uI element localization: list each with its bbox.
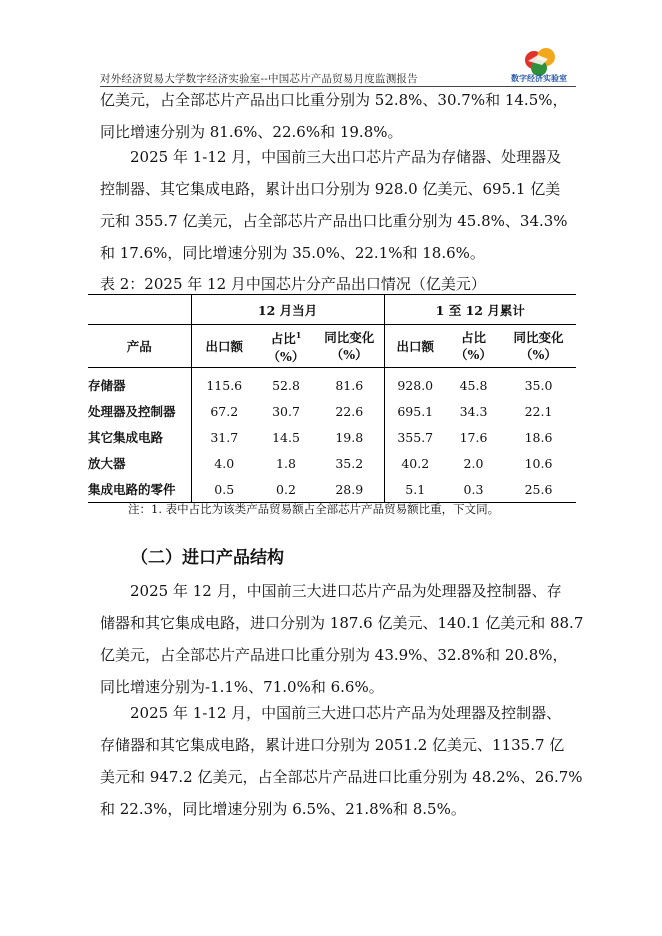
cell-value: 30.7 (272, 403, 300, 419)
cell-value: 5.1 (384, 476, 446, 503)
cell-value: 4.0 (214, 455, 235, 471)
col-header-export-ytd: 出口额 (384, 325, 446, 368)
paragraph-import-ytd (100, 697, 583, 825)
text-line: 同比增速分别为-1.1%、71.0%和 6.6%。 (100, 678, 384, 696)
product-name: 存储器 (88, 368, 191, 399)
product-name: 集成电路的零件 (88, 476, 191, 503)
product-name: 放大器 (88, 450, 191, 476)
share-label: 占比 (460, 330, 486, 345)
text-line: 控制器、其它集成电路，累计出口分别为 928.0 亿美元、695.1 亿美 (100, 180, 561, 198)
text-line: 储器和其它集成电路，进口分别为 187.6 亿美元、140.1 亿美元和 88.7 (100, 614, 584, 632)
col-header-share-ytd (446, 325, 501, 368)
table-note: 注：1. 表中占比为该类产品贸易额占全部芯片产品贸易额比重，下文同。 (128, 502, 500, 516)
cell-value: 25.6 (501, 476, 576, 503)
section-heading: （二）进口产品结构 (131, 548, 284, 568)
product-name: 处理器及控制器 (88, 398, 191, 424)
cell-value: 35.2 (315, 450, 384, 476)
cell-value: 40.2 (401, 455, 430, 471)
cell-value: 52.8 (272, 377, 300, 393)
share-unit: （%） (267, 348, 305, 364)
product-name: 其它集成电路 (88, 424, 191, 450)
cell-value: 81.6 (315, 368, 384, 399)
cell-value: 22.1 (524, 403, 553, 419)
text-line: 2025 年 12 月，中国前三大进口芯片产品为处理器及控制器、存 (130, 582, 562, 600)
empty-header-cell (88, 295, 191, 325)
cell-value: 28.9 (315, 476, 384, 503)
export-table (88, 294, 576, 503)
cell-value: 19.8 (315, 424, 384, 450)
col-header-export: 出口额 (191, 325, 257, 368)
paragraph-export-month-cont (100, 84, 578, 148)
cell-value: 67.2 (210, 403, 239, 419)
group-header-month: 12 月当月 (191, 295, 384, 325)
text-line: 元和 355.7 亿美元，占全部芯片产品出口比重分别为 45.8%、34.3% (100, 212, 568, 230)
text-line: 亿美元，占全部芯片产品出口比重分别为 52.8%、30.7%和 14.5%， (100, 91, 568, 109)
yoy-label: 同比变化 (513, 330, 564, 345)
text-line: 和 22.3%，同比增速分别为 6.5%、21.8%和 8.5%。 (100, 800, 466, 818)
cell-value: 0.2 (257, 476, 315, 503)
group-header-ytd: 1 至 12 月累计 (384, 295, 576, 325)
cell-value: 18.6 (524, 429, 553, 445)
cell-value: 115.6 (206, 377, 243, 393)
logo-text: 数字经济实验室 (511, 74, 567, 83)
paragraph-export-ytd (100, 141, 578, 269)
cell-value: 14.5 (272, 429, 300, 445)
share-unit: （%） (455, 347, 492, 362)
yoy-label: 同比变化 (324, 330, 375, 345)
text-line: 存储器和其它集成电路，累计进口分别为 2051.2 亿美元、1135.7 亿 (100, 736, 565, 754)
cell-value: 17.6 (459, 429, 488, 445)
table-row (88, 450, 576, 476)
cell-value: 928.0 (397, 377, 434, 393)
cell-value: 45.8 (459, 377, 488, 393)
table-row (88, 424, 576, 450)
text-line: 2025 年 1-12 月，中国前三大进口芯片产品为处理器及控制器、 (130, 704, 562, 722)
col-header-share (257, 325, 315, 368)
cell-value: 355.7 (397, 429, 434, 445)
cell-value: 0.5 (191, 476, 257, 503)
cell-value: 22.6 (315, 398, 384, 424)
yoy-unit: （%） (330, 347, 368, 362)
text-line: 美元和 947.2 亿美元，占全部芯片产品进口比重分别为 48.2%、26.7% (100, 768, 583, 786)
table-row (88, 398, 576, 424)
share-label: 占比 (270, 331, 296, 347)
cell-value: 35.0 (524, 377, 553, 393)
table-row (88, 476, 576, 503)
text-line: 2025 年 1-12 月，中国前三大出口芯片产品为存储器、处理器及 (130, 148, 562, 166)
cell-value: 1.8 (276, 455, 296, 471)
cell-value: 10.6 (524, 455, 553, 471)
cell-value: 34.3 (459, 403, 488, 419)
col-header-yoy (315, 325, 384, 368)
col-header-yoy-ytd (501, 325, 576, 368)
text-line: 亿美元，占全部芯片产品进口比重分别为 43.9%、32.8%和 20.8%， (100, 646, 568, 664)
cell-value: 31.7 (210, 429, 239, 445)
table-row (88, 368, 576, 399)
table-caption: 表 2：2025 年 12 月中国芯片分产品出口情况（亿美元） (100, 275, 486, 293)
paragraph-import-month (100, 575, 584, 703)
col-header-product: 产品 (88, 325, 191, 368)
text-line: 和 17.6%，同比增速分别为 35.0%、22.1%和 18.6%。 (100, 244, 485, 262)
cell-value: 2.0 (463, 455, 484, 471)
cell-value: 0.3 (446, 476, 501, 503)
cell-value: 695.1 (397, 403, 434, 419)
text-line: 同比增速分别为 81.6%、22.6%和 19.8%。 (100, 123, 403, 141)
report-header: 对外经济贸易大学数字经济实验室--中国芯片产品贸易月度监测报告 (100, 73, 418, 85)
yoy-unit: （%） (520, 347, 557, 362)
share-footnote-mark: 1 (295, 330, 302, 341)
